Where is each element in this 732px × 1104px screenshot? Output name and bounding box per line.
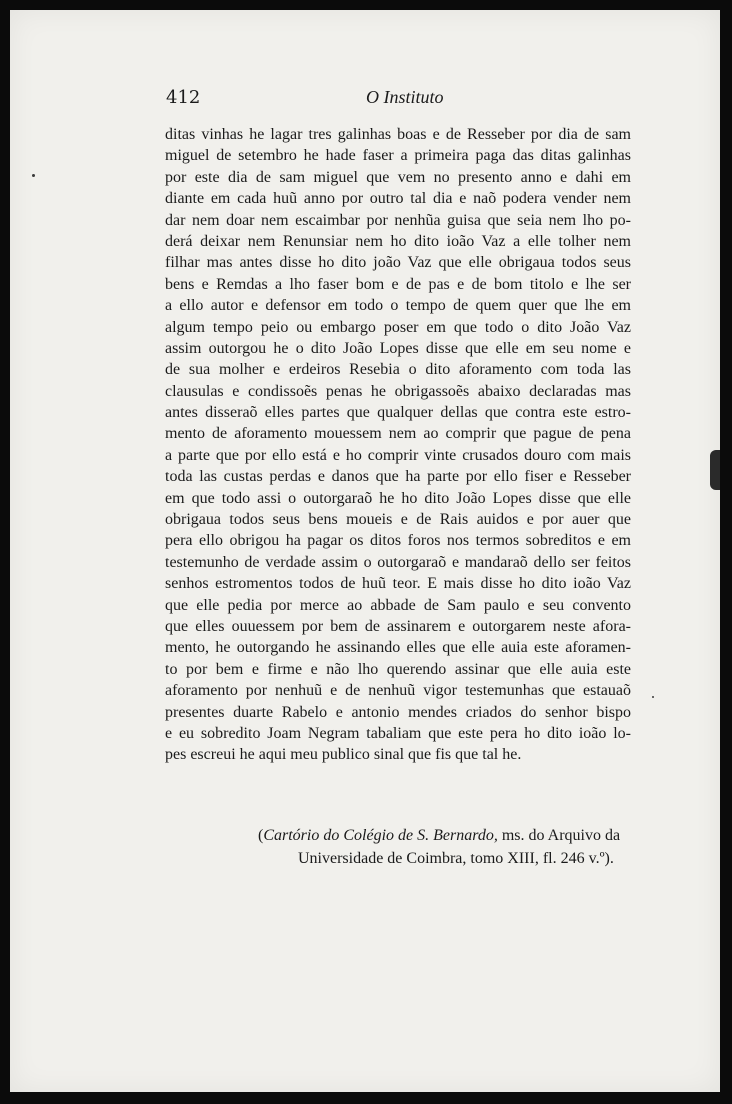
- citation-open-paren: (: [258, 827, 264, 844]
- page-number: 412: [166, 87, 201, 108]
- text-line: aforamento por nenhuũ e de nenhuũ vigor testemunhas que estauaõ: [165, 682, 631, 700]
- text-line: de sua molher e erdeiros Resebia o dito aforamento com toda las: [165, 361, 631, 379]
- text-line: mento de aforamento mouessem nem ao comprir que pague de pena: [165, 425, 631, 443]
- text-line: e eu sobredito Joam Negram tabaliam que este pera ho dito ioão lo-: [165, 724, 631, 742]
- text-line: que elle pedia por merce ao abbade de Sam paulo e seu convento: [165, 596, 631, 614]
- text-line: a parte que por ello está e ho comprir vinte crusados douro com mais: [165, 446, 631, 464]
- source-citation: [258, 824, 642, 870]
- text-line: algum tempo peio ou embargo poser em que todo o dito João Vaz: [165, 318, 631, 336]
- citation-line-2: Universidade de Coimbra, tomo XIII, fl. 246 v.º).: [298, 850, 614, 867]
- text-line: obrigaua todos seus bens moueis e de Rais auidos e por auer que: [165, 511, 631, 529]
- text-line: senhos estromentos todos de huũ teor. E mais disse ho dito ioão Vaz: [165, 575, 631, 593]
- scan-speck: [32, 174, 35, 177]
- text-line: a ello autor e defensor em todo o tempo de quem quer que lhe em: [165, 297, 631, 315]
- text-line: bens e Remdas a lho faser bom e de pas e de bom titolo e lhe ser: [165, 275, 631, 293]
- scanned-page: [10, 10, 720, 1092]
- text-line: dar nem doar nem escaimbar por nenhũa guisa que seia nem lho po-: [165, 211, 631, 229]
- text-line: miguel de setembro he hade faser a primeira paga das ditas galinhas: [165, 147, 631, 165]
- text-line: presentes duarte Rabelo e antonio mendes criados do senhor bispo: [165, 703, 631, 721]
- text-line: diante em cada huũ anno por outro tal dia e naõ podera vender nem: [165, 190, 631, 208]
- scan-speck: [652, 696, 654, 698]
- text-line-last: pes escreui he aqui meu publico sinal que fis que tal he.: [165, 746, 522, 764]
- running-title: O Instituto: [366, 87, 444, 107]
- scan-edge-mark: [710, 450, 720, 490]
- text-line: antes disseraõ elles partes que qualquer dellas que contra este estro-: [165, 404, 631, 422]
- text-line: pera ello obrigou ha pagar os ditos foros nos termos sobreditos e em: [165, 532, 631, 550]
- text-line: em que todo assi o outorgaraõ he ho dito João Lopes disse que elle: [165, 489, 631, 507]
- citation-source-title: Cartório do Colégio de S. Bernardo,: [263, 827, 498, 844]
- text-line: mento, he outorgando he assinando elles que elle auia este aforamen-: [165, 639, 631, 657]
- text-line: testemunho de verdade assim o outorgaraõ e mandaraõ dello ser feitos: [165, 553, 631, 571]
- text-line: que elles ouuessem por bem de assinarem e outorgarem neste afora-: [165, 617, 631, 635]
- citation-rest: ms. do Arquivo da: [497, 827, 621, 844]
- text-line: toda las custas perdas e danos que ha parte por ello fiser e Resseber: [165, 468, 631, 486]
- page-header: [166, 87, 586, 111]
- text-line: to por bem e firme e não lho querendo assinar que elle auia este: [165, 660, 631, 678]
- citation-line-1: [258, 824, 642, 847]
- text-line: filhar mas antes disse ho dito joão Vaz que elle obrigaua todos seus: [165, 254, 631, 272]
- text-line: clausulas e condissoẽs penas he obrigassoẽs abaixo declaradas mas: [165, 382, 631, 400]
- text-line: por este dia de sam miguel que vem no presento anno e dahi em: [165, 168, 631, 186]
- text-line: derá deixar nem Renunsiar nem ho dito ioão Vaz a elle tolher nem: [165, 232, 631, 250]
- text-line: ditas vinhas he lagar tres galinhas boas e de Resseber por dia de sam: [165, 126, 631, 143]
- body-text: [165, 124, 631, 766]
- text-line: assim outorgou he o dito João Lopes disse que elle em seu nome e: [165, 339, 631, 357]
